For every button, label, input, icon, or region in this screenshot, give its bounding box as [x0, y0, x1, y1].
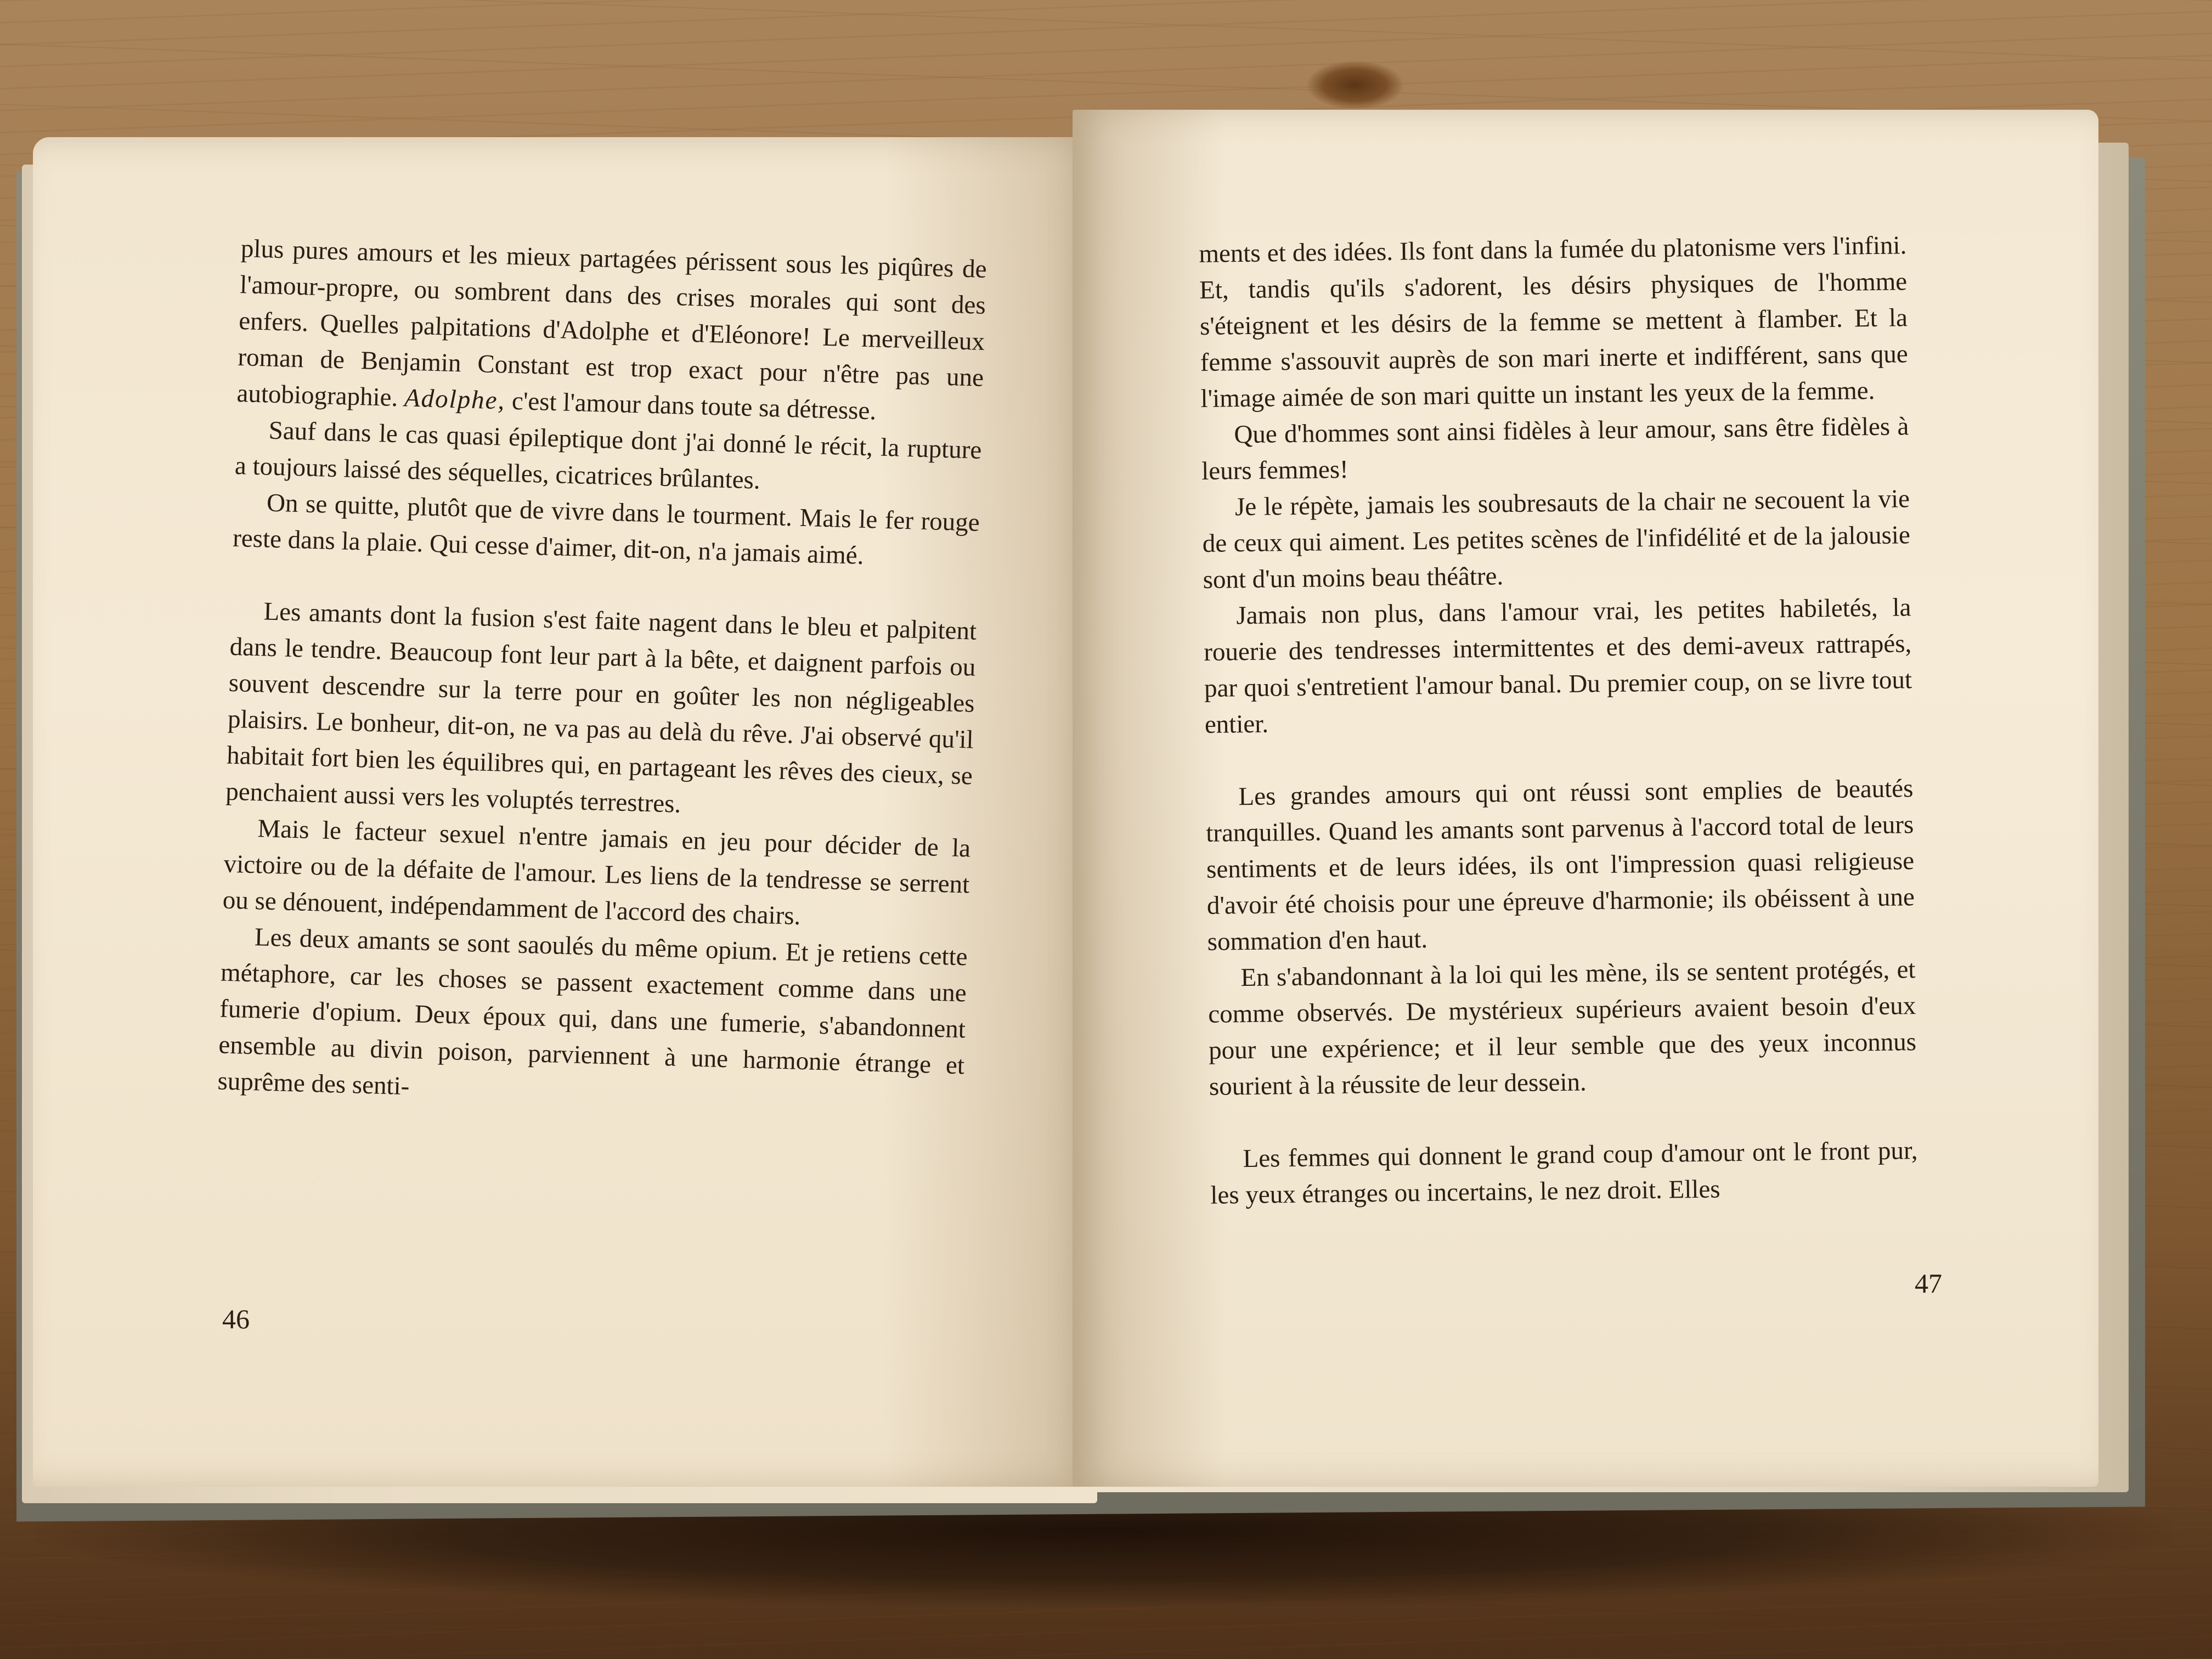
italic-title: Adolphe,: [404, 383, 506, 415]
right-page: [1073, 110, 2098, 1487]
left-page: [33, 137, 1094, 1487]
right-page-text: [1199, 227, 1918, 1214]
right-paragraph-5: Les grandes amours qui ont réussi sont emplies de beautés tranquilles. Quand les amants sont parvenus à l'accord total de leurs sentiments et de leurs idées, ils ont l'impression quasi religieuse d'avoir été choisis pour une épreuve d'harmonie; ils obéissent à une sommation d'en haut.: [1205, 774, 1915, 956]
right-paragraph-6: En s'abandonnant à la loi qui les mène, ils se sentent protégés, et comme observés. De mystérieux supérieurs avaient besoin d'eux pour une expérience; et il leur semble que des yeux inconnus sourient à la réussite de leur dessein.: [1208, 955, 1917, 1101]
page-number-right: 47: [1915, 1268, 1942, 1299]
right-paragraph-2: Que d'hommes sont ainsi fidèles à leur amour, sans être fidèles à leurs femmes!: [1201, 412, 1909, 486]
left-paragraph-5: Mais le facteur sexuel n'entre jamais en jeu pour décider de la victoire ou de la défaite de l'amour. Les liens de la tendresse se serrent ou se dénouent, indépendamment de l'accord des chairs.: [222, 814, 971, 930]
left-page-text: [217, 230, 988, 1120]
wood-knot: [1306, 60, 1404, 110]
right-paragraph-7: Les femmes qui donnent le grand coup d'amour ont le front pur, les yeux étranges ou incertains, le nez droit. Elles: [1210, 1136, 1918, 1210]
left-paragraph-3: On se quitte, plutôt que de vivre dans le tourment. Mais le fer rouge reste dans la plaie. Qui cesse d'aimer, dit-on, n'a jamais aimé.: [232, 488, 980, 570]
left-paragraph-2: Sauf dans le cas quasi épileptique dont j'ai donné le récit, la rupture a toujours laissé des séquelles, cicatrices brûlantes.: [234, 416, 983, 495]
left-paragraph-1: plus pures amours et les mieux partagées périssent sous les piqûres de l'amour-propre, ou sombrent dans des crises morales qui sont des enfers. Quelles palpitations d'Adolphe et d'Eléonore! Le merveilleux roman de Benjamin Constant est trop exact pour n'être pas une autobiographie. Adolphe, c'est l'amour dans toute sa détresse.: [236, 234, 988, 426]
left-paragraph-4: Les amants dont la fusion s'est faite nagent dans le bleu et palpitent dans le tendre. Beaucoup font leur part à la bête, et daignent parfois ou souvent descendre sur la terre pour en goûter les non négligeables plaisirs. Le bonheur, dit-on, ne va pas au delà du rêve. J'ai observé qu'il habitait fort bien les équilibres qui, en partageant les rêves des cieux, se penchaient aussi vers les voluptés terrestres.: [225, 597, 977, 819]
page-number-left: 46: [222, 1304, 250, 1334]
right-paragraph-1: ments et des idées. Ils font dans la fumée du platonisme vers l'infini. Et, tandis qu'ils s'adorent, les désirs physiques de l'homme s'éteignent et les désirs de la femme se mettent à flamber. Et la femme s'assouvit auprès de son mari inerte et indifférent, sans que l'image aimée de son mari quitte un instant les yeux de la femme.: [1199, 231, 1909, 413]
left-paragraph-6: Les deux amants se sont saoulés du même opium. Et je retiens cette métaphore, car les choses se passent exactement comme dans une fumerie d'opium. Deux époux qui, dans une fumerie, s'abandonnent ensemble au divin poison, parviennent à une harmonie étrange et suprême des senti-: [217, 923, 968, 1101]
right-paragraph-3: Je le répète, jamais les soubresauts de la chair ne secouent la vie de ceux qui aiment. Les petites scènes de l'infidélité et de la jalousie sont d'un moins beau théâtre.: [1202, 484, 1911, 594]
right-paragraph-4: Jamais non plus, dans l'amour vrai, les petites habiletés, la rouerie des tendresses intermittentes et des demi-aveux rattrapés, par quoi s'entretient l'amour banal. Du premier coup, on se livre tout entier.: [1203, 593, 1912, 739]
